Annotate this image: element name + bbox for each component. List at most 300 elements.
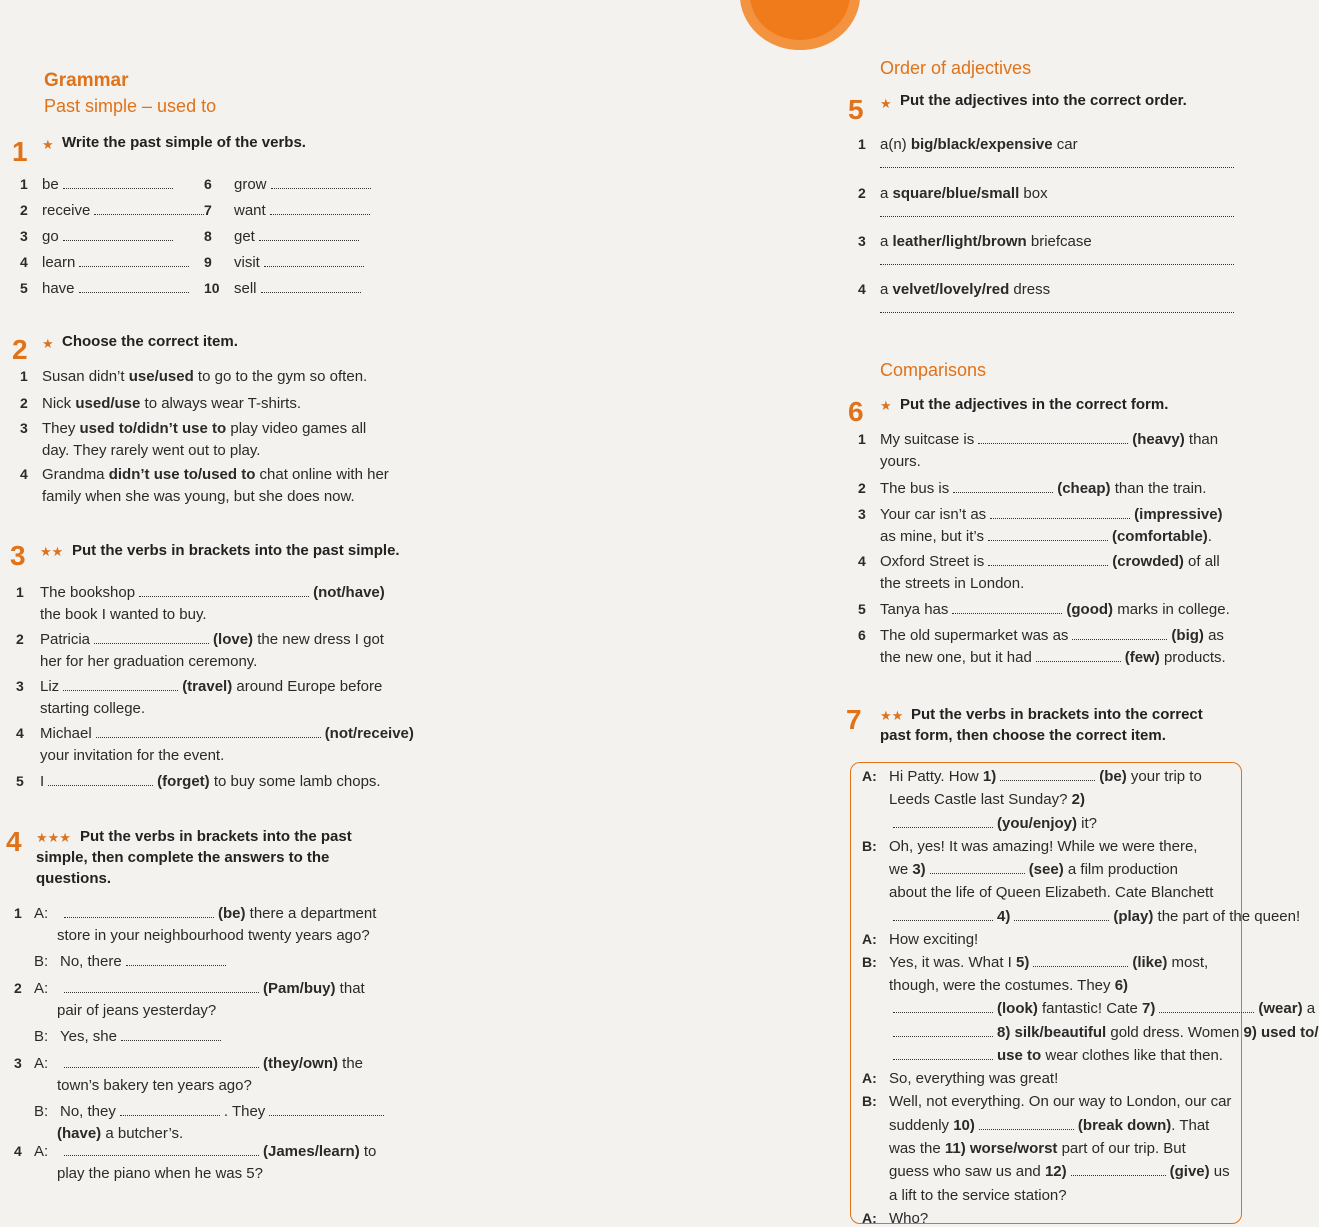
dialogue-cue: 3) bbox=[912, 860, 926, 878]
dialogue-text: suddenly bbox=[889, 1116, 954, 1134]
dialogue-cue: 8) silk/beautiful bbox=[997, 1023, 1107, 1041]
exercise-2-item bbox=[20, 420, 366, 437]
answer-blank[interactable] bbox=[988, 530, 1108, 541]
exercise-3-stars: ★★ bbox=[40, 544, 64, 559]
speaker-a: A: bbox=[34, 1055, 49, 1072]
exercise-2-number: 2 bbox=[12, 334, 28, 365]
dialogue-text: Oh, yes! It was amazing! While we were there, bbox=[889, 837, 1198, 855]
dialogue-text: was the bbox=[889, 1139, 945, 1157]
answer-blank[interactable] bbox=[1071, 1165, 1166, 1176]
item-text: Susan didn’t bbox=[42, 368, 129, 385]
answer-blank[interactable] bbox=[1159, 1002, 1254, 1013]
item-text: than bbox=[1184, 431, 1219, 448]
item-adjective: (impressive) bbox=[1134, 506, 1223, 523]
answer-blank[interactable] bbox=[126, 955, 226, 966]
dialogue-cue: use to bbox=[997, 1047, 1042, 1064]
item-text: to go to the gym so often. bbox=[193, 368, 368, 385]
answer-blank[interactable] bbox=[893, 1049, 993, 1060]
item-options: used to/didn’t use to bbox=[79, 420, 227, 437]
item-text: Patricia bbox=[40, 631, 91, 648]
dialogue-text: So, everything was great! bbox=[889, 1070, 1059, 1088]
answer-blank[interactable] bbox=[259, 230, 359, 241]
exercise-1-item bbox=[20, 228, 177, 245]
item-text: as bbox=[1203, 627, 1224, 644]
exercise-4-question bbox=[14, 1143, 376, 1160]
item-text: there a department bbox=[245, 905, 377, 922]
item-verb: want bbox=[234, 202, 266, 219]
item-text: as mine, but it’s bbox=[880, 528, 984, 545]
item-text: a bbox=[880, 233, 893, 250]
dialogue-text: Well, not everything. On our way to London, our car bbox=[889, 1093, 1232, 1111]
item-text: Grandma bbox=[42, 466, 109, 483]
item-number: 2 bbox=[14, 980, 22, 996]
answer-blank[interactable] bbox=[63, 230, 173, 241]
item-verb: get bbox=[234, 228, 255, 245]
item-number: 2 bbox=[16, 631, 24, 647]
dialogue-cue: (wear) bbox=[1258, 1000, 1303, 1018]
item-number: 6 bbox=[858, 627, 866, 643]
answer-blank[interactable] bbox=[64, 1057, 259, 1068]
answer-blank[interactable] bbox=[64, 982, 259, 993]
item-number: 3 bbox=[20, 420, 28, 436]
dialogue-line bbox=[889, 884, 1213, 901]
dialogue-text: part of our trip. But bbox=[1057, 1139, 1186, 1157]
item-continuation: the streets in London. bbox=[880, 575, 1025, 592]
exercise-1-stars: ★ bbox=[42, 137, 54, 152]
item-continuation: your invitation for the event. bbox=[40, 747, 225, 764]
dialogue-text: Leeds Castle last Sunday? bbox=[889, 791, 1072, 809]
dialogue-cue: (be) bbox=[1099, 768, 1127, 785]
item-number: 3 bbox=[20, 228, 28, 244]
item-text: box bbox=[1019, 185, 1048, 202]
exercise-6-instruction: Put the adjectives in the correct form. bbox=[900, 396, 1169, 413]
item-verb: (love) bbox=[213, 631, 254, 648]
item-number: 10 bbox=[204, 280, 220, 296]
dialogue-cue: 1) bbox=[982, 768, 997, 785]
item-verb: (not/have) bbox=[313, 584, 385, 601]
item-number: 8 bbox=[204, 228, 212, 244]
dialogue-cue: 10) bbox=[953, 1116, 975, 1134]
dialogue-line bbox=[889, 1210, 928, 1227]
item-number: 2 bbox=[858, 185, 866, 201]
exercise-2-item bbox=[20, 368, 367, 385]
dialogue-text: we bbox=[889, 860, 913, 878]
question-continuation: store in your neighbourhood twenty years ago? bbox=[57, 927, 370, 944]
exercise-5-stars: ★ bbox=[880, 96, 892, 111]
speaker-a: A: bbox=[34, 905, 49, 922]
item-text: briefcase bbox=[1026, 233, 1092, 250]
answer-line[interactable] bbox=[880, 263, 1234, 265]
exercise-5-item bbox=[858, 281, 1050, 298]
answer-line[interactable] bbox=[880, 311, 1234, 313]
item-text: . They bbox=[223, 1103, 266, 1120]
item-number: 1 bbox=[16, 584, 24, 600]
item-text: around Europe before bbox=[232, 678, 383, 695]
exercise-3-item bbox=[16, 678, 382, 695]
item-text: a butcher’s. bbox=[101, 1125, 184, 1142]
item-text: Nick bbox=[42, 395, 76, 412]
answer-blank[interactable] bbox=[264, 256, 364, 267]
exercise-1-item bbox=[204, 202, 374, 219]
answer-blank[interactable] bbox=[79, 282, 189, 293]
answer-blank[interactable] bbox=[1000, 770, 1095, 781]
item-number: 3 bbox=[14, 1055, 22, 1071]
item-text: The old supermarket was as bbox=[880, 627, 1069, 644]
answer-blank[interactable] bbox=[96, 727, 321, 738]
item-continuation: the book I wanted to buy. bbox=[40, 606, 207, 623]
item-text: chat online with her bbox=[255, 466, 389, 483]
dialogue-cue: 6) bbox=[1114, 977, 1129, 995]
dialogue-text: fantastic! Cate bbox=[1037, 1000, 1143, 1018]
item-verb: (they/own) bbox=[263, 1055, 338, 1072]
answer-blank[interactable] bbox=[1036, 651, 1121, 662]
exercise-1-number: 1 bbox=[12, 136, 28, 167]
exercise-6-item bbox=[858, 553, 1220, 570]
item-verb: sell bbox=[234, 280, 257, 297]
exercise-6-item bbox=[858, 627, 1224, 644]
item-adjectives: big/black/expensive bbox=[910, 136, 1053, 153]
exercise-5-item bbox=[858, 185, 1048, 202]
answer-blank[interactable] bbox=[893, 817, 993, 828]
item-text: products. bbox=[1159, 649, 1226, 666]
dialogue-text: wear clothes like that then. bbox=[1041, 1047, 1223, 1064]
dialogue-cue: 9) used to/ bbox=[1243, 1023, 1319, 1041]
exercise-3-item bbox=[16, 631, 384, 648]
item-continuation: yours. bbox=[880, 453, 921, 470]
exercise-4-instruction-line1: Put the verbs in brackets into the past bbox=[80, 828, 352, 845]
item-adjective: (good) bbox=[1066, 601, 1114, 618]
answer-line[interactable] bbox=[880, 166, 1234, 168]
dialogue-line bbox=[889, 1024, 1319, 1041]
answer-blank[interactable] bbox=[79, 256, 189, 267]
item-text: dress bbox=[1009, 281, 1051, 298]
item-text: I bbox=[40, 773, 45, 790]
item-text: Your car isn’t as bbox=[880, 506, 987, 523]
exercise-4-question bbox=[14, 905, 376, 922]
exercise-6-item bbox=[858, 506, 1223, 523]
question-continuation: play the piano when he was 5? bbox=[57, 1165, 263, 1182]
answer-blank[interactable] bbox=[63, 680, 178, 691]
item-text: a(n) bbox=[880, 136, 911, 153]
answer-blank[interactable] bbox=[139, 586, 309, 597]
item-text: that bbox=[335, 980, 365, 997]
answer-blank[interactable] bbox=[261, 282, 361, 293]
item-adjective: (crowded) bbox=[1112, 553, 1184, 570]
item-number: 4 bbox=[858, 553, 866, 569]
question-continuation: pair of jeans yesterday? bbox=[57, 1002, 217, 1019]
speaker-label: B: bbox=[862, 953, 877, 970]
answer-blank[interactable] bbox=[1072, 629, 1167, 640]
item-text: . bbox=[1207, 528, 1212, 545]
item-text: play video games all bbox=[226, 420, 367, 437]
item-adjective: (heavy) bbox=[1132, 431, 1185, 448]
answer-blank[interactable] bbox=[121, 1030, 221, 1041]
dialogue-cue: (give) bbox=[1169, 1163, 1210, 1181]
item-text: Tanya has bbox=[880, 601, 949, 618]
exercise-5-number: 5 bbox=[848, 94, 864, 125]
item-verb: (travel) bbox=[182, 678, 233, 695]
answer-blank[interactable] bbox=[930, 863, 1025, 874]
dialogue-text: gold dress. Women bbox=[1106, 1023, 1244, 1041]
exercise-1-item bbox=[20, 176, 177, 193]
dialogue-line bbox=[889, 954, 1208, 971]
question-continuation: town’s bakery ten years ago? bbox=[57, 1077, 252, 1094]
dialogue-text: most, bbox=[1167, 953, 1209, 971]
speaker-b: B: bbox=[34, 1103, 49, 1120]
speaker-b: B: bbox=[34, 953, 49, 970]
item-adjective: (big) bbox=[1171, 627, 1204, 644]
exercise-7-instruction-line1: Put the verbs in brackets into the correct bbox=[911, 706, 1203, 723]
speaker-label: A: bbox=[862, 1070, 877, 1087]
item-number: 2 bbox=[20, 395, 28, 411]
exercise-5-instruction: Put the adjectives into the correct order. bbox=[900, 92, 1187, 109]
dialogue-text: a lift to the service station? bbox=[889, 1186, 1067, 1204]
item-number: 4 bbox=[20, 254, 28, 270]
answer-blank[interactable] bbox=[271, 178, 371, 189]
speaker-label: A: bbox=[862, 1209, 877, 1226]
exercise-6-stars: ★ bbox=[880, 398, 892, 413]
answer-blank[interactable] bbox=[979, 1119, 1074, 1130]
item-number: 9 bbox=[204, 254, 212, 270]
answer-blank[interactable] bbox=[978, 433, 1128, 444]
answer-continuation bbox=[57, 1125, 183, 1142]
item-number: 1 bbox=[858, 136, 866, 152]
dialogue-line bbox=[889, 791, 1085, 808]
exercise-7-instruction-line2: past form, then choose the correct item. bbox=[880, 727, 1166, 744]
dialogue-text: the part of the queen! bbox=[1153, 907, 1301, 925]
item-text: than the train. bbox=[1110, 480, 1207, 497]
item-text: No, there bbox=[60, 953, 122, 970]
dialogue-line bbox=[889, 1187, 1067, 1204]
dialogue-cue: (like) bbox=[1132, 953, 1168, 971]
dialogue-line bbox=[889, 838, 1197, 855]
dialogue-text: How exciting! bbox=[889, 930, 979, 948]
item-text: the bbox=[338, 1055, 364, 1072]
dialogue-line bbox=[889, 1093, 1231, 1110]
item-verb: learn bbox=[42, 254, 76, 271]
answer-blank[interactable] bbox=[63, 178, 173, 189]
item-number: 1 bbox=[20, 368, 28, 384]
dialogue-cue: (see) bbox=[1028, 860, 1064, 878]
item-adjective: (cheap) bbox=[1057, 480, 1111, 497]
answer-blank[interactable] bbox=[893, 1002, 993, 1013]
dialogue-line bbox=[889, 1117, 1209, 1134]
exercise-1-item bbox=[204, 176, 375, 193]
item-text: to buy some lamb chops. bbox=[209, 773, 381, 790]
item-number: 5 bbox=[20, 280, 28, 296]
exercise-4-number: 4 bbox=[6, 826, 22, 857]
dialogue-text: a film production bbox=[1063, 860, 1178, 878]
item-number: 1 bbox=[14, 905, 22, 921]
item-verb: (not/receive) bbox=[324, 725, 414, 742]
exercise-5-item bbox=[858, 136, 1078, 153]
dialogue-text: guess who saw us and bbox=[889, 1163, 1045, 1181]
item-number: 2 bbox=[858, 480, 866, 496]
dialogue-cue: 4) bbox=[997, 907, 1011, 925]
item-number: 1 bbox=[20, 176, 28, 192]
exercise-2-item bbox=[20, 395, 301, 412]
answer-blank[interactable] bbox=[988, 555, 1108, 566]
dialogue-line bbox=[889, 1000, 1315, 1017]
answer-blank[interactable] bbox=[94, 204, 204, 215]
exercise-4-question bbox=[14, 980, 365, 997]
item-number: 3 bbox=[858, 506, 866, 522]
item-adjectives: velvet/lovely/red bbox=[892, 281, 1010, 298]
item-verb: (have) bbox=[57, 1125, 102, 1142]
answer-blank[interactable] bbox=[953, 482, 1053, 493]
item-options: didn’t use to/used to bbox=[108, 466, 256, 483]
item-text: Yes, she bbox=[60, 1028, 117, 1045]
answer-blank[interactable] bbox=[270, 204, 370, 215]
item-adjective: (few) bbox=[1124, 649, 1160, 666]
item-verb: (Pam/buy) bbox=[263, 980, 336, 997]
item-text: Oxford Street is bbox=[880, 553, 985, 570]
item-number: 4 bbox=[20, 466, 28, 482]
dialogue-line bbox=[889, 861, 1178, 878]
dialogue-line bbox=[889, 1047, 1223, 1064]
grammar-title: Grammar bbox=[44, 70, 129, 91]
exercise-1-item bbox=[204, 280, 365, 297]
item-adjective: (comfortable) bbox=[1111, 528, 1208, 545]
speaker-label: A: bbox=[862, 930, 877, 947]
answer-blank[interactable] bbox=[952, 603, 1062, 614]
dialogue-line bbox=[889, 908, 1300, 925]
exercise-3-item bbox=[16, 725, 414, 742]
dialogue-line bbox=[889, 768, 1202, 785]
exercise-3-number: 3 bbox=[10, 540, 26, 571]
order-of-adjectives-title: Order of adjectives bbox=[880, 58, 1032, 78]
item-continuation bbox=[880, 528, 1212, 545]
speaker-a: A: bbox=[34, 980, 49, 997]
dialogue-line bbox=[889, 1163, 1230, 1180]
exercise-4-answer bbox=[34, 1028, 225, 1045]
dialogue-text: your trip to bbox=[1126, 768, 1202, 785]
exercise-4-answer bbox=[34, 1103, 388, 1120]
answer-blank[interactable] bbox=[64, 907, 214, 918]
exercise-6-item bbox=[858, 431, 1218, 448]
dialogue-cue: (look) bbox=[997, 1000, 1038, 1018]
item-text: a bbox=[880, 185, 893, 202]
item-verb: (be) bbox=[218, 905, 246, 922]
answer-blank[interactable] bbox=[990, 508, 1130, 519]
dialogue-text: about the life of Queen Elizabeth. Cate Blanchett bbox=[889, 884, 1214, 902]
dialogue-cue: (play) bbox=[1113, 907, 1154, 925]
exercise-5-item bbox=[858, 233, 1092, 250]
item-text: My suitcase is bbox=[880, 431, 975, 448]
item-verb: have bbox=[42, 280, 75, 297]
exercise-6-item bbox=[858, 601, 1230, 618]
item-number: 4 bbox=[858, 281, 866, 297]
item-text: car bbox=[1052, 136, 1078, 153]
answer-blank[interactable] bbox=[94, 633, 209, 644]
exercise-4-instruction-line3: questions. bbox=[36, 870, 112, 887]
item-number: 5 bbox=[16, 773, 24, 789]
exercise-3-item bbox=[16, 584, 385, 601]
item-verb: receive bbox=[42, 202, 91, 219]
answer-blank[interactable] bbox=[64, 1145, 259, 1156]
item-text: the new dress I got bbox=[253, 631, 384, 648]
exercise-1-item bbox=[20, 254, 193, 271]
dialogue-cue: 12) bbox=[1044, 1163, 1067, 1181]
exercise-6-item bbox=[858, 480, 1206, 497]
item-number: 4 bbox=[16, 725, 24, 741]
answer-blank[interactable] bbox=[1033, 956, 1128, 967]
item-continuation: her for her graduation ceremony. bbox=[40, 653, 258, 670]
item-verb: (forget) bbox=[157, 773, 210, 790]
exercise-1-item bbox=[204, 254, 368, 271]
item-verb: be bbox=[42, 176, 59, 193]
answer-blank[interactable] bbox=[1014, 910, 1109, 921]
exercise-4-instruction-line2: simple, then complete the answers to the bbox=[36, 849, 330, 866]
answer-blank[interactable] bbox=[893, 910, 993, 921]
dialogue-cue: 11) worse/worst bbox=[944, 1139, 1058, 1157]
item-text: The bookshop bbox=[40, 584, 136, 601]
item-verb: (James/learn) bbox=[263, 1143, 360, 1160]
exercise-3-instruction: Put the verbs in brackets into the past simple. bbox=[72, 542, 400, 559]
dialogue-line bbox=[889, 977, 1128, 994]
exercise-2-stars: ★ bbox=[42, 336, 54, 351]
answer-blank[interactable] bbox=[893, 1026, 993, 1037]
item-verb: grow bbox=[234, 176, 267, 193]
item-text: the new one, but it had bbox=[880, 649, 1032, 666]
dialogue-text: it? bbox=[1077, 814, 1098, 832]
exercise-6-number: 6 bbox=[848, 396, 864, 427]
dialogue-line bbox=[889, 1140, 1186, 1157]
corner-decoration bbox=[740, 0, 860, 50]
item-number: 2 bbox=[20, 202, 28, 218]
item-text: to always wear T-shirts. bbox=[140, 395, 301, 412]
answer-blank[interactable] bbox=[120, 1105, 220, 1116]
item-number: 3 bbox=[858, 233, 866, 249]
speaker-label: B: bbox=[862, 837, 877, 854]
item-text: Liz bbox=[40, 678, 60, 695]
item-continuation: day. They rarely went out to play. bbox=[42, 442, 261, 459]
comparisons-title: Comparisons bbox=[880, 360, 987, 380]
exercise-4-stars: ★★★ bbox=[36, 830, 71, 845]
item-verb: visit bbox=[234, 254, 260, 271]
item-number: 4 bbox=[14, 1143, 22, 1159]
exercise-2-item bbox=[20, 466, 389, 483]
dialogue-text: . That bbox=[1171, 1116, 1210, 1134]
dialogue-cue: 5) bbox=[1016, 953, 1030, 971]
answer-blank[interactable] bbox=[269, 1105, 384, 1116]
exercise-1-item bbox=[204, 228, 363, 245]
item-adjectives: square/blue/small bbox=[892, 185, 1020, 202]
answer-line[interactable] bbox=[880, 215, 1234, 217]
item-verb: go bbox=[42, 228, 59, 245]
dialogue-cue: 2) bbox=[1071, 791, 1085, 809]
grammar-subtitle: Past simple – used to bbox=[44, 96, 217, 116]
speaker-a: A: bbox=[34, 1143, 49, 1160]
exercise-3-item bbox=[16, 773, 381, 790]
exercise-4-answer bbox=[34, 953, 230, 970]
exercise-1-item bbox=[20, 202, 208, 219]
dialogue-cue: 7) bbox=[1142, 1000, 1156, 1018]
item-text: Michael bbox=[40, 725, 92, 742]
item-adjectives: leather/light/brown bbox=[892, 233, 1027, 250]
speaker-b: B: bbox=[34, 1028, 49, 1045]
dialogue-text: though, were the costumes. They bbox=[889, 977, 1115, 995]
item-continuation: starting college. bbox=[40, 700, 146, 717]
answer-blank[interactable] bbox=[48, 775, 153, 786]
item-number: 1 bbox=[858, 431, 866, 447]
item-continuation: family when she was young, but she does now. bbox=[42, 488, 355, 505]
item-text: marks in college. bbox=[1113, 601, 1230, 618]
item-text: No, they bbox=[60, 1103, 116, 1120]
dialogue-text: us bbox=[1209, 1163, 1230, 1181]
speaker-label: B: bbox=[862, 1093, 877, 1110]
exercise-7-stars: ★★ bbox=[880, 708, 904, 723]
